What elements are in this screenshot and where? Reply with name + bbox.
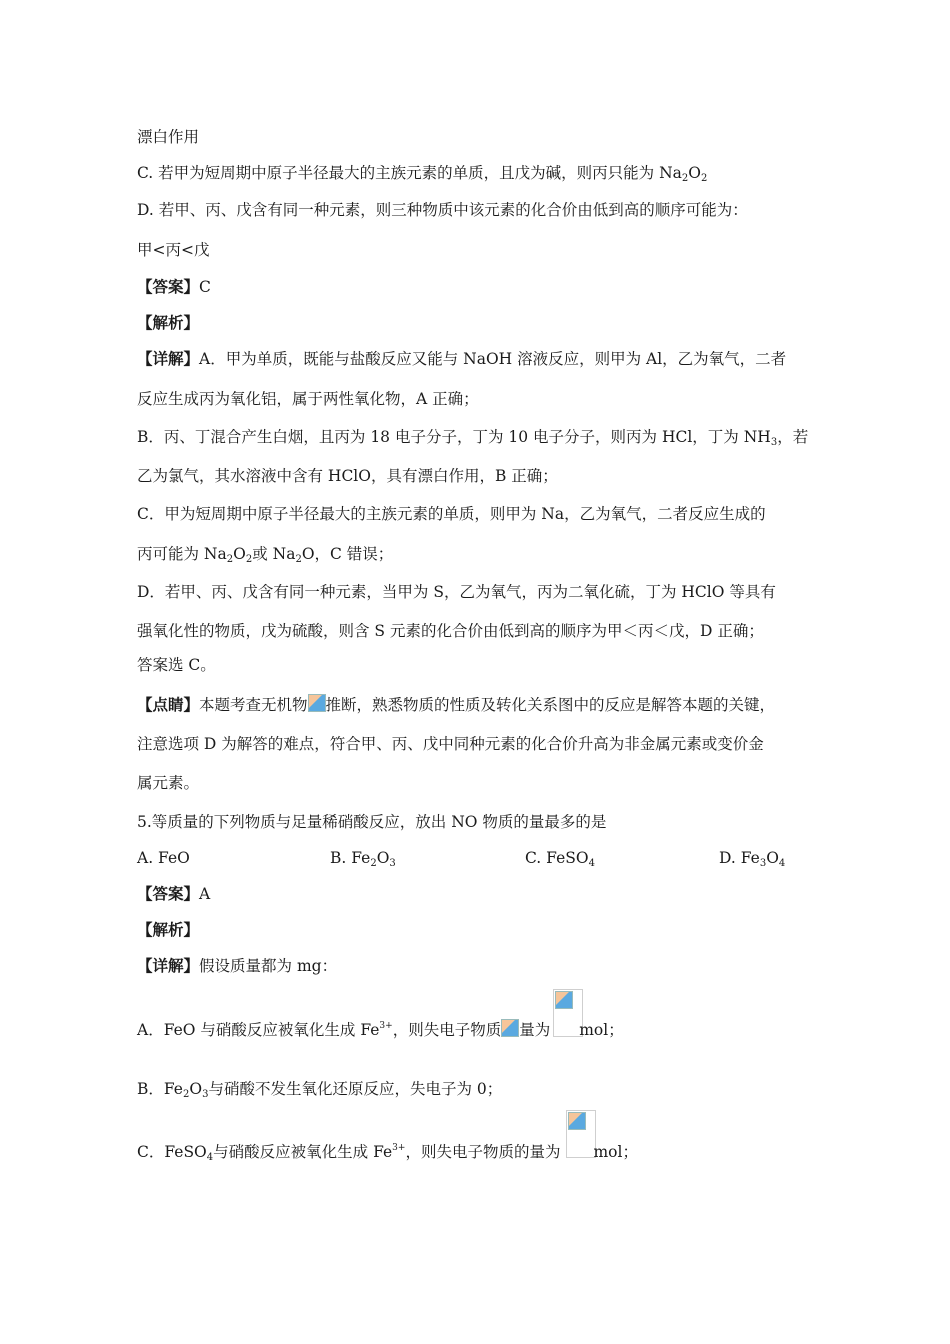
line-text: 注意选项 D 为解答的难点，符合甲、丙、戊中同种元素的化合价升高为非金属元素或变价金 (137, 735, 764, 753)
line-text: 丙可能为 Na (137, 545, 227, 563)
subscript: 3 (202, 1089, 209, 1100)
detail-tag: 【详解】 (137, 349, 200, 368)
line-text: B．Fe (137, 1080, 183, 1098)
line-text: O (189, 1080, 203, 1098)
option-d (719, 848, 785, 874)
text-line (137, 582, 776, 602)
subscript: 3 (759, 858, 767, 869)
line-text: O (233, 545, 246, 563)
line-text: C．FeSO (137, 1143, 207, 1161)
option-text: C. FeSO (525, 849, 589, 867)
line-text: ，若 (777, 428, 809, 446)
subscript: 4 (588, 858, 595, 869)
line-text: D. 若甲、丙、戊含有同一种元素，则三种物质中该元素的化合价由低到高的顺序可能为： (137, 201, 748, 219)
subscript: 2 (681, 173, 689, 184)
line-text: 与硝酸不发生氧化还原反应，失电子为 0； (208, 1080, 503, 1098)
line-text: mol； (593, 1143, 638, 1161)
analysis-heading (137, 313, 199, 333)
text-line (137, 773, 199, 793)
line-text: 强氧化性的物质，戊为硫酸，则含 S 元素的化合价由低到高的顺序为甲＜丙＜戊，D 正确； (137, 622, 764, 640)
subscript: 3 (389, 858, 396, 869)
line-text: 推断，熟悉物质的性质及转化关系图中的反应是解答本题的关键， (325, 696, 776, 714)
subscript: 4 (778, 858, 786, 869)
text-line (137, 734, 764, 754)
option-text: B. Fe (330, 849, 371, 867)
broken-image-icon (568, 1112, 586, 1130)
line-text: 或 Na (252, 545, 296, 563)
line-text: C．甲为短周期中原子半径最大的主族元素的单质，则甲为 Na，乙为氧气，二者反应生成的 (137, 505, 766, 523)
broken-image-icon (308, 694, 326, 712)
analysis-tag: 【解析】 (137, 313, 200, 332)
subscript: 2 (701, 173, 708, 184)
analysis-heading (137, 920, 199, 940)
option-b (330, 848, 396, 874)
line-text: 反应生成丙为氧化铝，属于两性氧化物，A 正确； (137, 390, 479, 408)
line-text: O，C 错误； (301, 545, 394, 563)
text-line (137, 389, 479, 409)
tip-line (137, 694, 775, 715)
text-line (137, 1138, 638, 1168)
answer-value: A (199, 885, 211, 903)
subscript: 2 (370, 858, 377, 869)
option-a (137, 848, 190, 868)
question-5 (137, 812, 606, 832)
detail-line (137, 956, 337, 976)
text-line (137, 1079, 502, 1105)
option-c (525, 848, 595, 874)
answer-tag: 【答案】 (137, 277, 200, 296)
broken-image-icon (555, 991, 573, 1009)
line-text: D．若甲、丙、戊含有同一种元素，当甲为 S，乙为氧气，丙为二氧化硫，丁为 HClO 等具有 (137, 583, 776, 601)
superscript: 3+ (392, 1143, 406, 1153)
line-text: 属元素。 (137, 774, 200, 792)
subscript: 3 (770, 437, 778, 448)
answer-line (137, 277, 211, 297)
tip-tag: 【点睛】 (137, 695, 200, 714)
analysis-tag: 【解析】 (137, 920, 200, 939)
detail-line (137, 349, 786, 369)
line-text: A．FeO 与硝酸反应被氧化生成 Fe (137, 1021, 380, 1039)
line-text: ，则失电子物质 (392, 1021, 502, 1039)
line-text: A．甲为单质，既能与盐酸反应又能与 NaOH 溶液反应，则甲为 Al，乙为氧气，二者 (199, 350, 787, 368)
line-text: 假设质量都为 mg： (199, 957, 338, 975)
line-text: mol； (579, 1021, 624, 1039)
answer-value: C (199, 278, 211, 296)
text-line (137, 427, 808, 453)
line-text: 答案选 C。 (137, 656, 216, 674)
text-line (137, 621, 764, 641)
option-text: O (376, 849, 390, 867)
line-text: 甲<丙<戊 (137, 241, 210, 259)
subscript: 2 (295, 554, 302, 565)
text-line (137, 504, 766, 524)
subscript: 2 (245, 554, 253, 565)
text-line (137, 240, 209, 260)
option-d-statement (137, 200, 748, 220)
option-text: O (766, 849, 779, 867)
answer-line (137, 884, 210, 904)
option-text: A. FeO (137, 849, 190, 867)
question-text: 5.等质量的下列物质与足量稀硝酸反应，放出 NO 物质的量最多的是 (137, 813, 607, 831)
line-text: 量为 (519, 1021, 551, 1039)
line-text: 漂白作用 (137, 128, 200, 146)
text-line (137, 655, 216, 675)
line-text: 乙为氯气，其水溶液中含有 HClO，具有漂白作用，B 正确； (137, 467, 558, 485)
line-text: C. 若甲为短周期中原子半径最大的主族元素的单质，且戊为碱，则丙只能为 Na (137, 164, 682, 182)
option-text: D. Fe (719, 849, 760, 867)
line-text: 本题考查无机物 (199, 696, 308, 714)
text-line (137, 1016, 624, 1040)
line-text: 与硝酸反应被氧化生成 Fe (213, 1143, 393, 1161)
superscript: 3+ (379, 1021, 393, 1031)
line-text: ，则失电子物质的量为 (405, 1143, 561, 1161)
line-text: B．丙、丁混合产生白烟，且丙为 18 电子分子，丁为 10 电子分子，则丙为 HCl，丁为 NH (137, 428, 771, 446)
answer-tag: 【答案】 (137, 884, 200, 903)
subscript: 2 (182, 1089, 190, 1100)
line-text: O (688, 164, 701, 182)
subscript: 2 (226, 554, 234, 565)
broken-image-icon (501, 1019, 519, 1037)
text-line (137, 466, 558, 486)
option-c-statement (137, 163, 707, 189)
text-line (137, 544, 393, 570)
text-line (137, 127, 199, 147)
subscript: 4 (206, 1152, 214, 1163)
detail-tag: 【详解】 (137, 956, 200, 975)
